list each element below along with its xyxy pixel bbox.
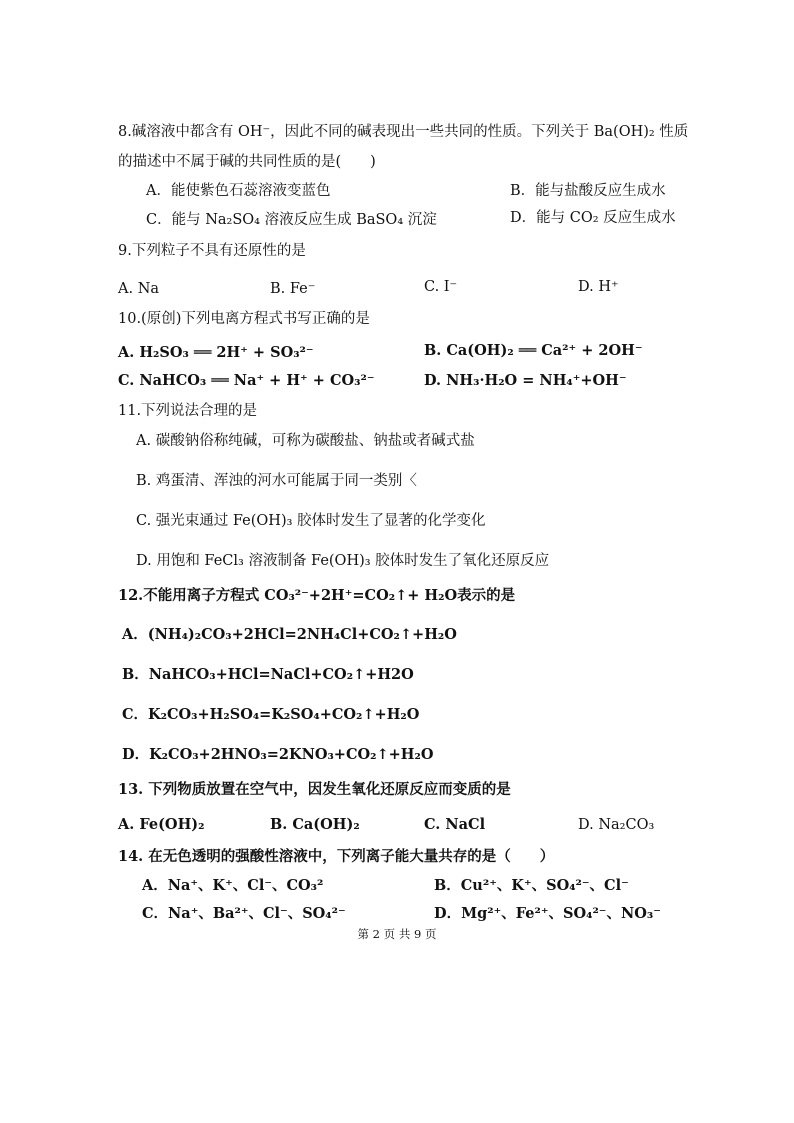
q9-option-d: D. H⁺ (578, 279, 619, 295)
q14-option-a: A．Na⁺、K⁺、Cl⁻、CO₃² (142, 877, 324, 894)
q14-option-b: B．Cu²⁺、K⁺、SO₄²⁻、Cl⁻ (434, 877, 629, 894)
q11-option-b: B. 鸡蛋清、浑浊的河水可能属于同一类别〈 (136, 473, 417, 489)
q14-stem: 14. 在无色透明的强酸性溶液中，下列离子能大量共存的是（ ） (118, 848, 555, 865)
q8-option-a: A．能使紫色石蕊溶液变蓝色 (146, 183, 331, 199)
q12-option-d: D．K₂CO₃+2HNO₃=2KNO₃+CO₂↑+H₂O (122, 746, 434, 763)
q10-option-d: D. NH₃·H₂O = NH₄⁺+OH⁻ (424, 372, 627, 389)
q14-option-d: D．Mg²⁺、Fe²⁺、SO₄²⁻、NO₃⁻ (434, 905, 661, 922)
q10-option-b: B. Ca(OH)₂ ══ Ca²⁺ + 2OH⁻ (424, 342, 643, 359)
q12-option-b: B．NaHCO₃+HCl=NaCl+CO₂↑+H2O (122, 666, 414, 683)
q11-option-a: A. 碳酸钠俗称纯碱，可称为碳酸盐、钠盐或者碱式盐 (136, 433, 475, 449)
q13-stem: 13. 下列物质放置在空气中，因发生氧化还原反应而变质的是 (118, 781, 511, 798)
q10-option-a: A. H₂SO₃ ══ 2H⁺ + SO₃²⁻ (118, 344, 314, 361)
q12-option-c: C．K₂CO₃+H₂SO₄=K₂SO₄+CO₂↑+H₂O (122, 706, 420, 723)
q9-option-c: C. I⁻ (424, 279, 458, 295)
q14-option-c: C．Na⁺、Ba²⁺、Cl⁻、SO₄²⁻ (142, 905, 346, 922)
q12-option-a: A．(NH₄)₂CO₃+2HCl=2NH₄Cl+CO₂↑+H₂O (122, 626, 457, 643)
q12-stem: 12.不能用离子方程式 CO₃²⁻+2H⁺=CO₂↑+ H₂O表示的是 (118, 587, 516, 604)
q10-option-c: C. NaHCO₃ ══ Na⁺ + H⁺ + CO₃²⁻ (118, 372, 375, 389)
q13-option-b: B. Ca(OH)₂ (270, 816, 360, 833)
q9-option-a: A. Na (118, 281, 160, 297)
page-footer: 第 2 页 共 9 页 (357, 927, 437, 941)
q13-option-d: D. Na₂CO₃ (578, 817, 655, 833)
q8-stem-line2: 的描述中不属于碱的共同性质的是( ) (118, 154, 376, 170)
q8-option-b: B．能与盐酸反应生成水 (510, 183, 666, 199)
q11-stem: 11.下列说法合理的是 (118, 403, 258, 419)
q9-stem: 9.下列粒子不具有还原性的是 (118, 243, 306, 259)
q9-option-b: B. Fe⁻ (270, 281, 316, 297)
q13-option-a: A. Fe(OH)₂ (118, 816, 205, 833)
q10-stem: 10.(原创)下列电离方程式书写正确的是 (118, 311, 370, 327)
q11-option-c: C. 强光束通过 Fe(OH)₃ 胶体时发生了显著的化学变化 (136, 513, 486, 529)
q8-option-d: D．能与 CO₂ 反应生成水 (510, 210, 676, 226)
q8-option-c: C．能与 Na₂SO₄ 溶液反应生成 BaSO₄ 沉淀 (146, 212, 437, 228)
q11-option-d: D. 用饱和 FeCl₃ 溶液制备 Fe(OH)₃ 胶体时发生了氧化还原反应 (136, 553, 550, 569)
q13-option-c: C. NaCl (424, 816, 486, 833)
q8-stem-line1: 8.碱溶液中都含有 OH⁻，因此不同的碱表现出一些共同的性质。下列关于 Ba(OH)₂ 性质 (118, 124, 689, 140)
